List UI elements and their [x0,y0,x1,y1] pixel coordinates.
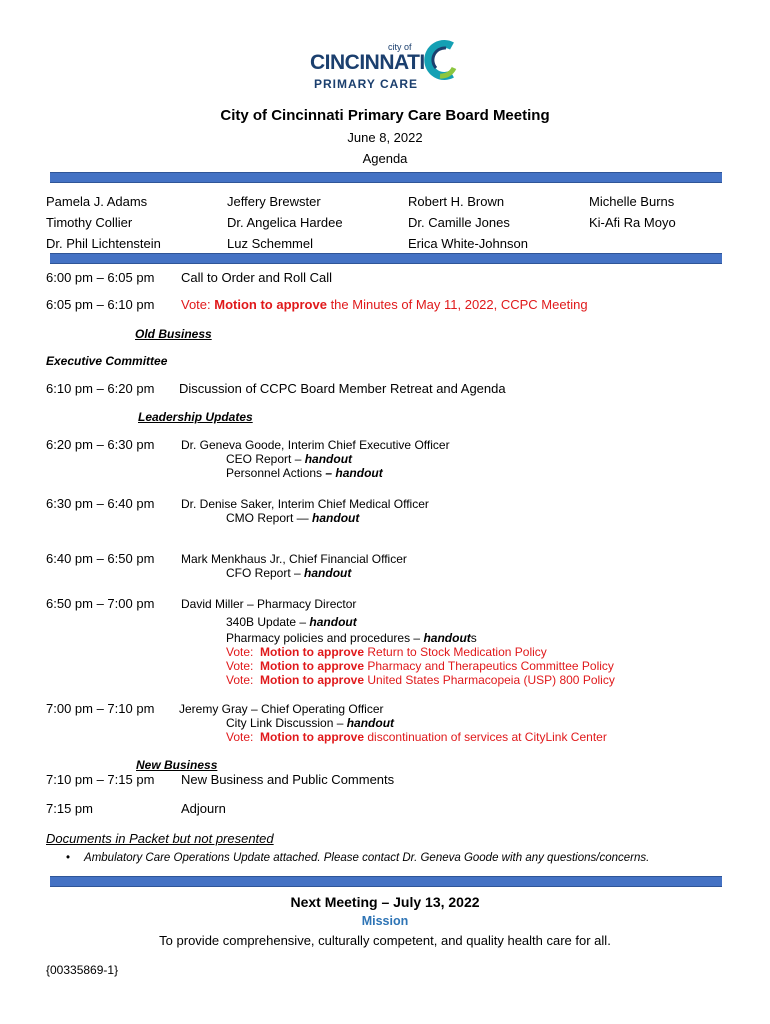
agenda-item-coo [179,702,607,744]
agenda-time: 6:05 pm – 6:10 pm [46,297,155,312]
report-label: Personnel Actions [226,466,323,480]
attendees-divider-bar [50,253,722,264]
vote-line [179,730,607,744]
agenda-time: 6:50 pm – 7:00 pm [46,596,155,611]
handout-label: – handout [325,466,383,480]
report-line [181,631,615,645]
attendees-col-2 [227,191,343,254]
agenda-item-adjourn: Adjourn [181,801,226,816]
motion-label: Motion to approve [260,645,365,659]
report-label: CEO Report – [226,452,302,466]
page-title: City of Cincinnati Primary Care Board Meeting [220,107,550,124]
vote-line [181,645,615,659]
agenda-item-new-business: New Business and Public Comments [181,772,395,787]
logo-c-mark-icon [420,38,460,82]
agenda-label: Agenda [362,151,408,166]
agenda-time: 6:40 pm – 6:50 pm [46,551,155,566]
attendee: Timothy Collier [46,215,133,230]
vote-prefix: Vote: [226,673,254,687]
vote-text: Pharmacy and Therapeutics Committee Policy [367,659,614,673]
attendees-col-3 [408,191,528,254]
report-line [181,566,407,580]
agenda-time: 6:10 pm – 6:20 pm [46,381,155,396]
logo-city-of: city of [388,42,412,52]
logo [308,38,460,94]
handout-suffix: s [470,631,477,645]
report-label: Pharmacy policies and procedures – [226,631,421,645]
vote-prefix: Vote: [226,730,254,744]
top-divider-bar [50,172,722,183]
motion-label: Motion to approve [260,659,365,673]
agenda-item-ceo [181,438,450,480]
attendee: Pamela J. Adams [46,194,148,209]
mission-text: To provide comprehensive, culturally competent, and quality health care for all. [159,933,611,948]
vote-text: discontinuation of services at CityLink Center [367,730,607,744]
bottom-divider-bar [50,876,722,887]
attendees-col-1 [46,191,161,254]
vote-line [181,659,615,673]
attendee: Ki-Afi Ra Moyo [589,215,676,230]
vote-line [181,673,615,687]
vote-prefix: Vote: [226,659,254,673]
section-new-business: New Business [136,758,218,772]
handout-label: handout [423,631,471,645]
documents-bullet-text: Ambulatory Care Operations Update attached. Please contact Dr. Geneva Goode with any questions/concerns. [84,852,650,864]
vote-text: the Minutes of May 11, 2022, CCPC Meeting [330,297,588,312]
subsection-executive-committee: Executive Committee [46,354,168,368]
vote-prefix: Vote: [181,297,211,312]
agenda-time: 6:00 pm – 6:05 pm [46,270,155,285]
motion-label: Motion to approve [260,730,365,744]
motion-label: Motion to approve [214,297,327,312]
logo-cincinnati: CINCINNATI [310,51,425,74]
attendee: Dr. Phil Lichtenstein [46,236,161,251]
attendee: Jeffery Brewster [227,194,321,209]
report-label: 340B Update – [226,615,307,629]
vote-prefix: Vote: [226,645,254,659]
section-leadership-updates: Leadership Updates [138,410,253,424]
vote-text: United States Pharmacopeia (USP) 800 Policy [367,673,615,687]
handout-label: handout [304,452,353,466]
attendees-col-4 [589,191,676,233]
report-line [181,615,615,629]
meeting-date: June 8, 2022 [347,130,423,145]
handout-label: handout [312,511,360,525]
speaker-name: Dr. Denise Saker, Interim Chief Medical Officer [181,497,429,511]
agenda-time: 6:20 pm – 6:30 pm [46,437,155,452]
report-line [181,511,429,525]
agenda-item-vote-minutes [181,297,588,313]
agenda-time: 7:00 pm – 7:10 pm [46,701,155,716]
handout-label: handout [346,716,395,730]
handout-label: handout [304,566,352,580]
attendee: Michelle Burns [589,194,675,209]
agenda-item-retreat: Discussion of CCPC Board Member Retreat and Agenda [179,381,506,396]
documents-heading: Documents in Packet but not presented [46,831,274,846]
agenda-item-cmo [181,497,429,525]
report-line [179,716,607,730]
report-line [181,452,450,466]
agenda-time: 6:30 pm – 6:40 pm [46,496,155,511]
agenda-time: 7:10 pm – 7:15 pm [46,772,155,787]
next-meeting: Next Meeting – July 13, 2022 [290,894,480,910]
document-id: {00335869-1} [46,963,119,977]
section-old-business: Old Business [135,327,212,341]
report-label: CMO Report — [226,511,309,525]
logo-primary-care: PRIMARY CARE [314,77,419,91]
motion-label: Motion to approve [260,673,365,687]
speaker-name: Mark Menkhaus Jr., Chief Financial Officer [181,552,407,566]
vote-text: Return to Stock Medication Policy [367,645,547,659]
report-label: CFO Report – [226,566,301,580]
documents-bullet [66,851,649,865]
agenda-item-cfo [181,552,407,580]
attendee: Dr. Angelica Hardee [227,215,343,230]
speaker-name: David Miller – Pharmacy Director [181,597,357,611]
bullet-icon: • [66,852,71,864]
agenda-time: 7:15 pm [46,801,93,816]
attendee: Robert H. Brown [408,194,505,209]
agenda-item-call-to-order: Call to Order and Roll Call [181,270,333,285]
report-label: City Link Discussion – [226,716,344,730]
agenda-item-pharmacy [181,597,615,687]
report-line [181,466,450,480]
attendee: Luz Schemmel [227,236,313,251]
attendee: Dr. Camille Jones [408,215,510,230]
speaker-name: Dr. Geneva Goode, Interim Chief Executive Officer [181,438,450,452]
attendee: Erica White-Johnson [408,236,528,251]
mission-label: Mission [361,914,409,928]
handout-label: handout [309,615,357,629]
speaker-name: Jeremy Gray – Chief Operating Officer [179,702,384,716]
